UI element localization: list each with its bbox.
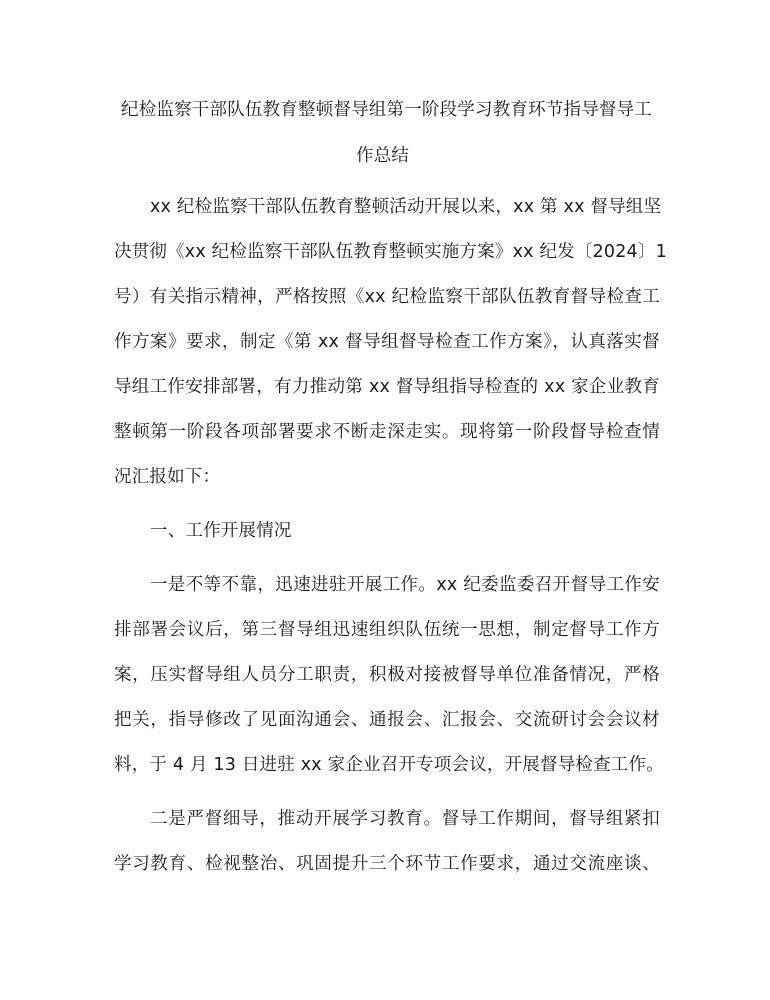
paragraph-1-line-1: xx 纪检监察干部队伍教育整顿活动开展以来，xx 第 xx 督导组坚 — [150, 197, 662, 217]
paragraph-2-line-2: 排部署会议后，第三督导组迅速组织队伍统一思想，制定督导工作方 — [114, 620, 660, 640]
paragraph-2-line-4: 把关，指导修改了见面沟通会、通报会、汇报会、交流研讨会会议材 — [114, 710, 660, 730]
paragraph-2-line-5: 料，于 4 月 13 日进驻 xx 家企业召开专项会议，开展督导检查工作。 — [114, 755, 664, 775]
paragraph-1-line-2: 决贯彻《xx 纪检监察干部队伍教育整顿实施方案》xx 纪发〔2024〕1 — [114, 242, 667, 262]
paragraph-1-line-4: 作方案》要求，制定《第 xx 督导组督导检查工作方案》，认真落实督 — [114, 332, 660, 352]
document-title-line-1: 纪检监察干部队伍教育整顿督导组第一阶段学习教育环节指导督导工 — [121, 100, 652, 120]
paragraph-3-line-2: 学习教育、检视整治、巩固提升三个环节工作要求，通过交流座谈、 — [114, 854, 660, 874]
paragraph-2-line-3: 案，压实督导组人员分工职责，积极对接被督导单位准备情况，严格 — [114, 665, 660, 685]
paragraph-1-line-7: 况汇报如下： — [114, 467, 221, 487]
section-heading: 一、工作开展情况 — [150, 521, 292, 541]
document-title-line-2: 作总结 — [356, 146, 410, 166]
paragraph-1-line-3: 号）有关指示精神，严格按照《xx 纪检监察干部队伍教育督导检查工 — [114, 287, 660, 307]
paragraph-1-line-6: 整顿第一阶段各项部署要求不断走深走实。现将第一阶段督导检查情 — [114, 422, 660, 442]
paragraph-3-line-1: 二是严督细导，推动开展学习教育。督导工作期间，督导组紧扣 — [150, 809, 660, 829]
paragraph-1-line-5: 导组工作安排部署，有力推动第 xx 督导组指导检查的 xx 家企业教育 — [114, 377, 660, 397]
paragraph-2-line-1: 一是不等不靠，迅速进驻开展工作。xx 纪委监委召开督导工作安 — [150, 575, 660, 595]
